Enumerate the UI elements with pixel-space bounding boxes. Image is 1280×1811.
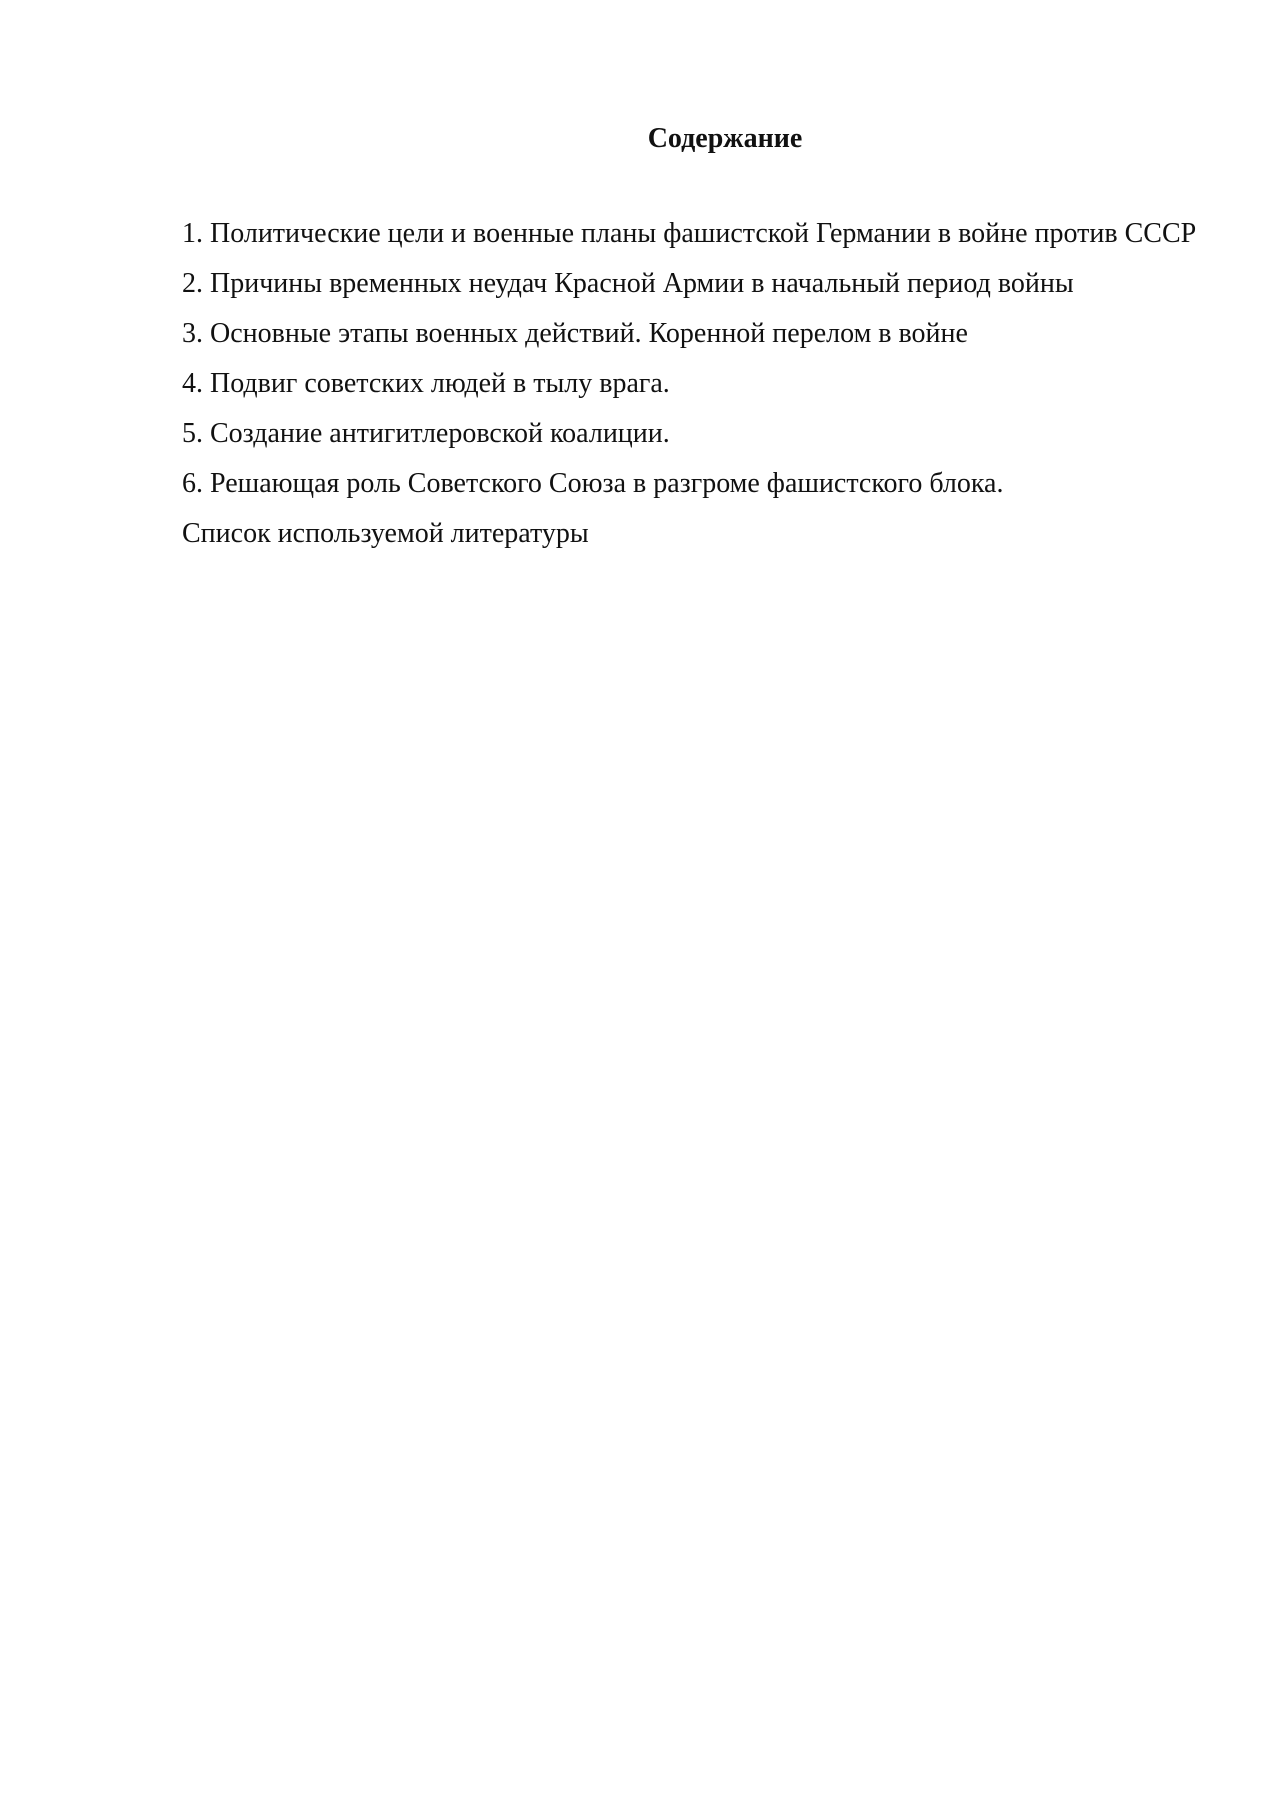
toc-item: 6. Решающая роль Советского Союза в разгроме фашистского блока.	[182, 468, 1004, 499]
toc-item: Список используемой литературы	[182, 518, 589, 549]
toc-item: 4. Подвиг советских людей в тылу врага.	[182, 368, 670, 399]
toc-item: 1. Политические цели и военные планы фашистской Германии в войне против СССР	[182, 218, 1197, 249]
toc-item: 5. Создание антигитлеровской коалиции.	[182, 418, 670, 449]
toc-item: 3. Основные этапы военных действий. Коренной перелом в войне	[182, 318, 968, 349]
table-of-contents	[182, 209, 1202, 559]
toc-item: 2. Причины временных неудач Красной Армии в начальный период войны	[182, 268, 1074, 299]
page-title: Содержание	[647, 123, 803, 154]
